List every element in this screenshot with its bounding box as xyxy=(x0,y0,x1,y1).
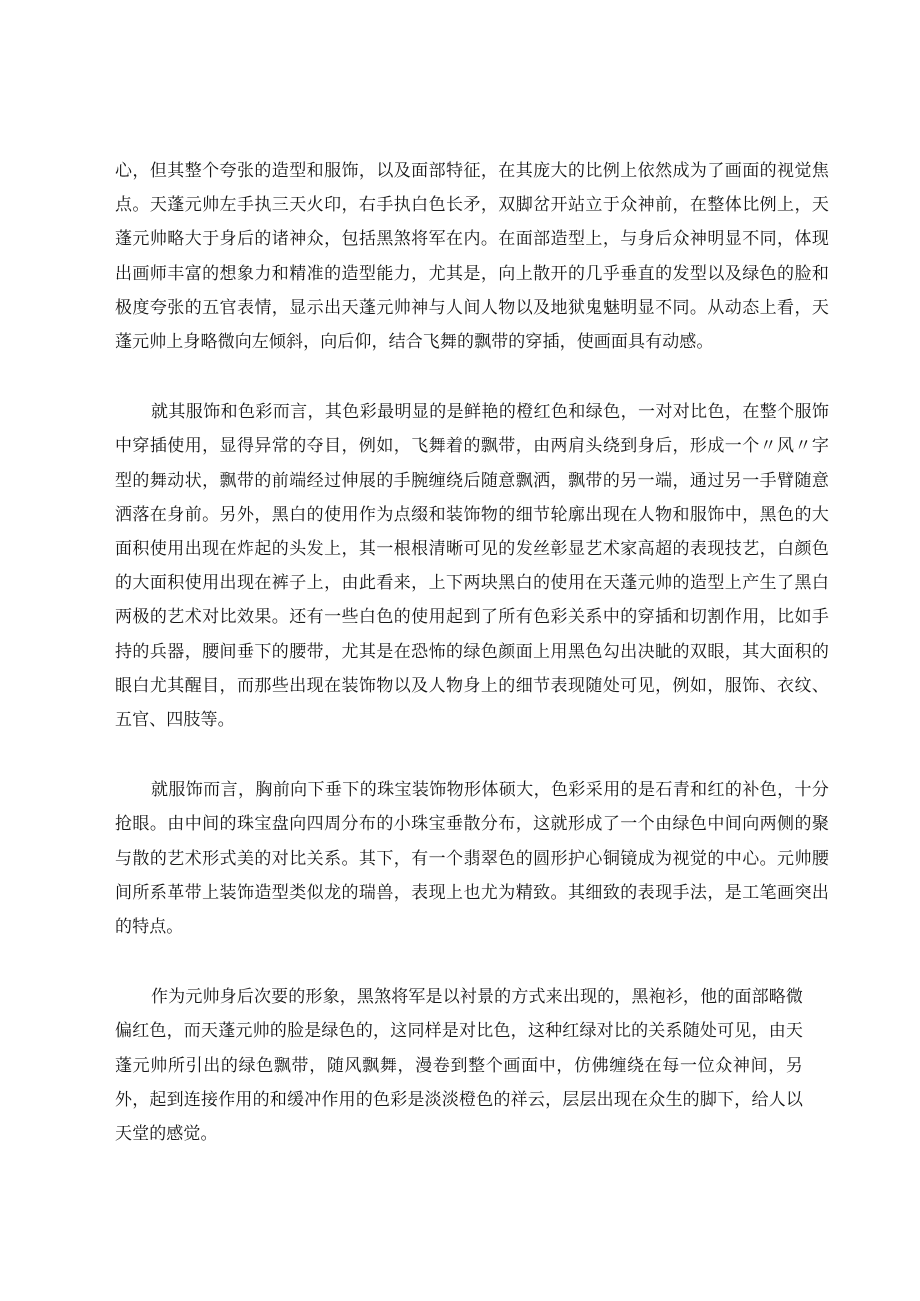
paragraph-2: 就其服饰和色彩而言，其色彩最明显的是鲜艳的橙红色和绿色，一对对比色，在整个服饰中穿插使用，显得异常的夺目，例如，飞舞着的飘带，由两肩头绕到身后，形成一个〃风〃字型的舞动状，飘带的前端经过伸展的手腕缠绕后随意飘洒，飘带的另一端，通过另一手臂随意洒落在身前。另外，黑白的使用作为点缀和装饰物的细节轮廓出现在人物和服饰中，黑色的大面积使用出现在炸起的头发上，其一根根清晰可见的发丝彰显艺术家高超的表现技艺，白颜色的大面积使用出现在裤子上，由此看来，上下两块黑白的使用在天蓬元帅的造型上产生了黑白两极的艺术对比效果。还有一些白色的使用起到了所有色彩关系中的穿插和切割作用，比如手持的兵器，腰间垂下的腰带，尤其是在恐怖的绿色颜面上用黑色勾出决眦的双眼，其大面积的眼白尤其醒目，而那些出现在装饰物以及人物身上的细节表现随处可见，例如，服饰、衣纹、五官、四肢等。 xyxy=(115,402,829,731)
paragraph-3: 就服饰而言，胸前向下垂下的珠宝装饰物形体硕大，色彩采用的是石青和红的补色，十分抢眼。由中间的珠宝盘向四周分布的小珠宝垂散分布，这就形成了一个由绿色中间向两侧的聚与散的艺术形式美的对比关系。其下，有一个翡翠色的圆形护心铜镜成为视觉的中心。元帅腰间所系革带上装饰造型类似龙的瑞兽，表现上也尤为精致。其细致的表现手法，是工笔画突出的特点。 xyxy=(115,780,829,938)
paragraph-1: 心，但其整个夸张的造型和服饰，以及面部特征，在其庞大的比例上依然成为了画面的视觉焦点。天蓬元帅左手执三天火印，右手执白色长矛，双脚岔开站立于众神前，在整体比例上，天蓬元帅略大于身后的诸神众，包括黑煞将军在内。在面部造型上，与身后众神明显不同，体现出画师丰富的想象力和精准的造型能力，尤其是，向上散开的几乎垂直的发型以及绿色的脸和极度夸张的五官表情，显示出天蓬元帅神与人间人物以及地狱鬼魅明显不同。从动态上看，天蓬元帅上身略微向左倾斜，向后仰，结合飞舞的飘带的穿插，使画面具有动感。 xyxy=(115,161,829,353)
document-body xyxy=(115,154,829,1187)
paragraph-4: 作为元帅身后次要的形象，黑煞将军是以衬景的方式来出现的，黑袍衫，他的面部略微偏红色，而天蓬元帅的脸是绿色的，这同样是对比色，这种红绿对比的关系随处可见，由天蓬元帅所引出的绿色飘带，随风飘舞，漫卷到整个画面中，仿佛缠绕在每一位众神间，另外，起到连接作用的和缓冲作用的色彩是淡淡橙色的祥云，层层出现在众生的脚下，给人以天堂的感觉。 xyxy=(115,987,803,1145)
